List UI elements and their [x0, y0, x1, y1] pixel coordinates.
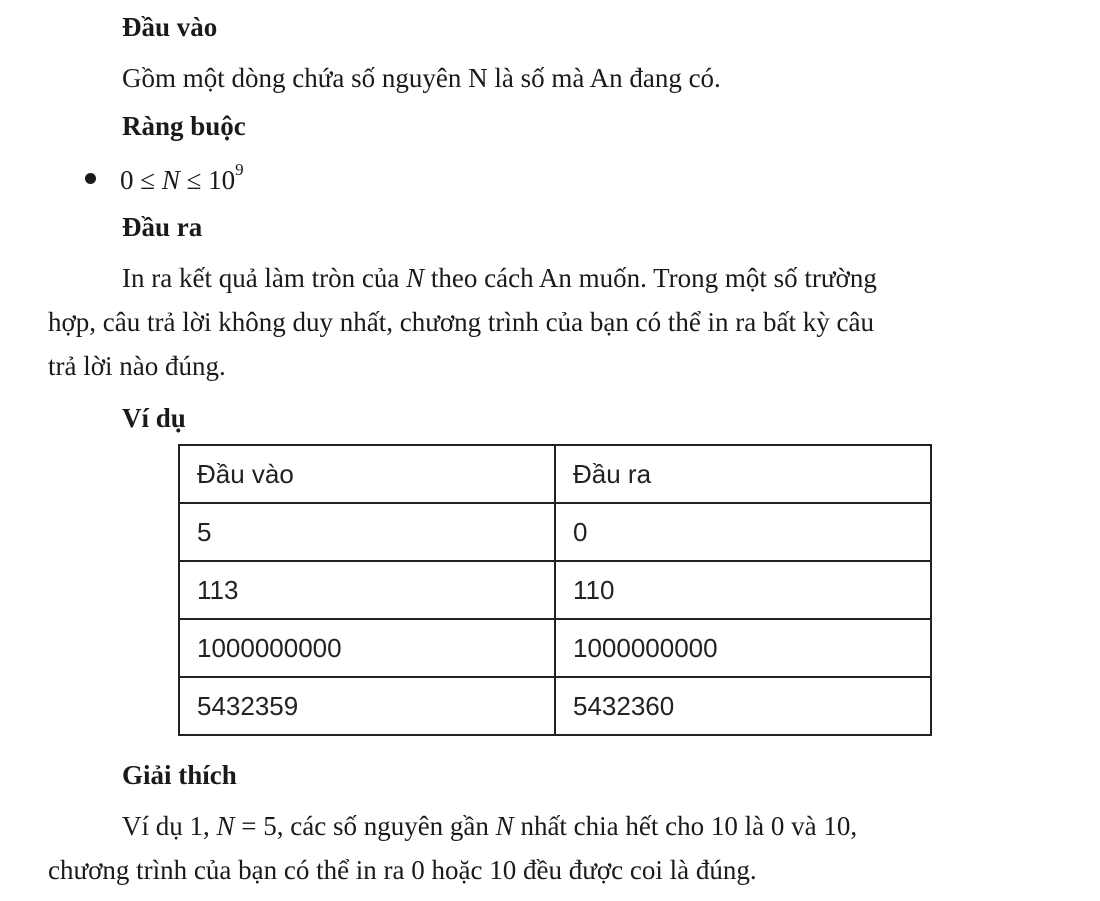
- cell-input: 113: [179, 561, 555, 619]
- bullet-icon: [85, 173, 96, 184]
- cell-input: 5: [179, 503, 555, 561]
- table-row: [179, 503, 931, 561]
- column-header-input: Đầu vào: [179, 445, 555, 503]
- example-table: [178, 444, 932, 736]
- column-header-output: Đầu ra: [555, 445, 931, 503]
- table-row: [179, 677, 931, 735]
- explanation-line-1: Ví dụ 1, N = 5, các số nguyên gần N nhất chia hết cho 10 là 0 và 10,: [122, 811, 858, 841]
- table-row: [179, 619, 931, 677]
- constraint-item: [85, 160, 244, 196]
- example-heading: Ví dụ: [122, 403, 186, 433]
- output-line-2: hợp, câu trả lời không duy nhất, chương trình của bạn có thể in ra bất kỳ câu: [48, 307, 874, 337]
- cell-output: 5432360: [555, 677, 931, 735]
- cell-output: 1000000000: [555, 619, 931, 677]
- cell-output: 110: [555, 561, 931, 619]
- constraints-heading: Ràng buộc: [122, 111, 246, 141]
- table-header-row: [179, 445, 931, 503]
- output-heading: Đầu ra: [122, 212, 203, 242]
- output-line-1: In ra kết quả làm tròn của N theo cách An muốn. Trong một số trường: [122, 263, 877, 293]
- explanation-heading: Giải thích: [122, 760, 237, 790]
- input-heading: Đầu vào: [122, 12, 218, 42]
- cell-input: 5432359: [179, 677, 555, 735]
- table-row: [179, 561, 931, 619]
- input-description: Gồm một dòng chứa số nguyên N là số mà An đang có.: [122, 63, 721, 93]
- constraint-text: $0 \le N \le 10^9$: [120, 160, 244, 195]
- cell-input: 1000000000: [179, 619, 555, 677]
- output-line-3: trả lời nào đúng.: [48, 351, 226, 381]
- cell-output: 0: [555, 503, 931, 561]
- explanation-line-2: chương trình của bạn có thể in ra 0 hoặc 10 đều được coi là đúng.: [48, 855, 757, 885]
